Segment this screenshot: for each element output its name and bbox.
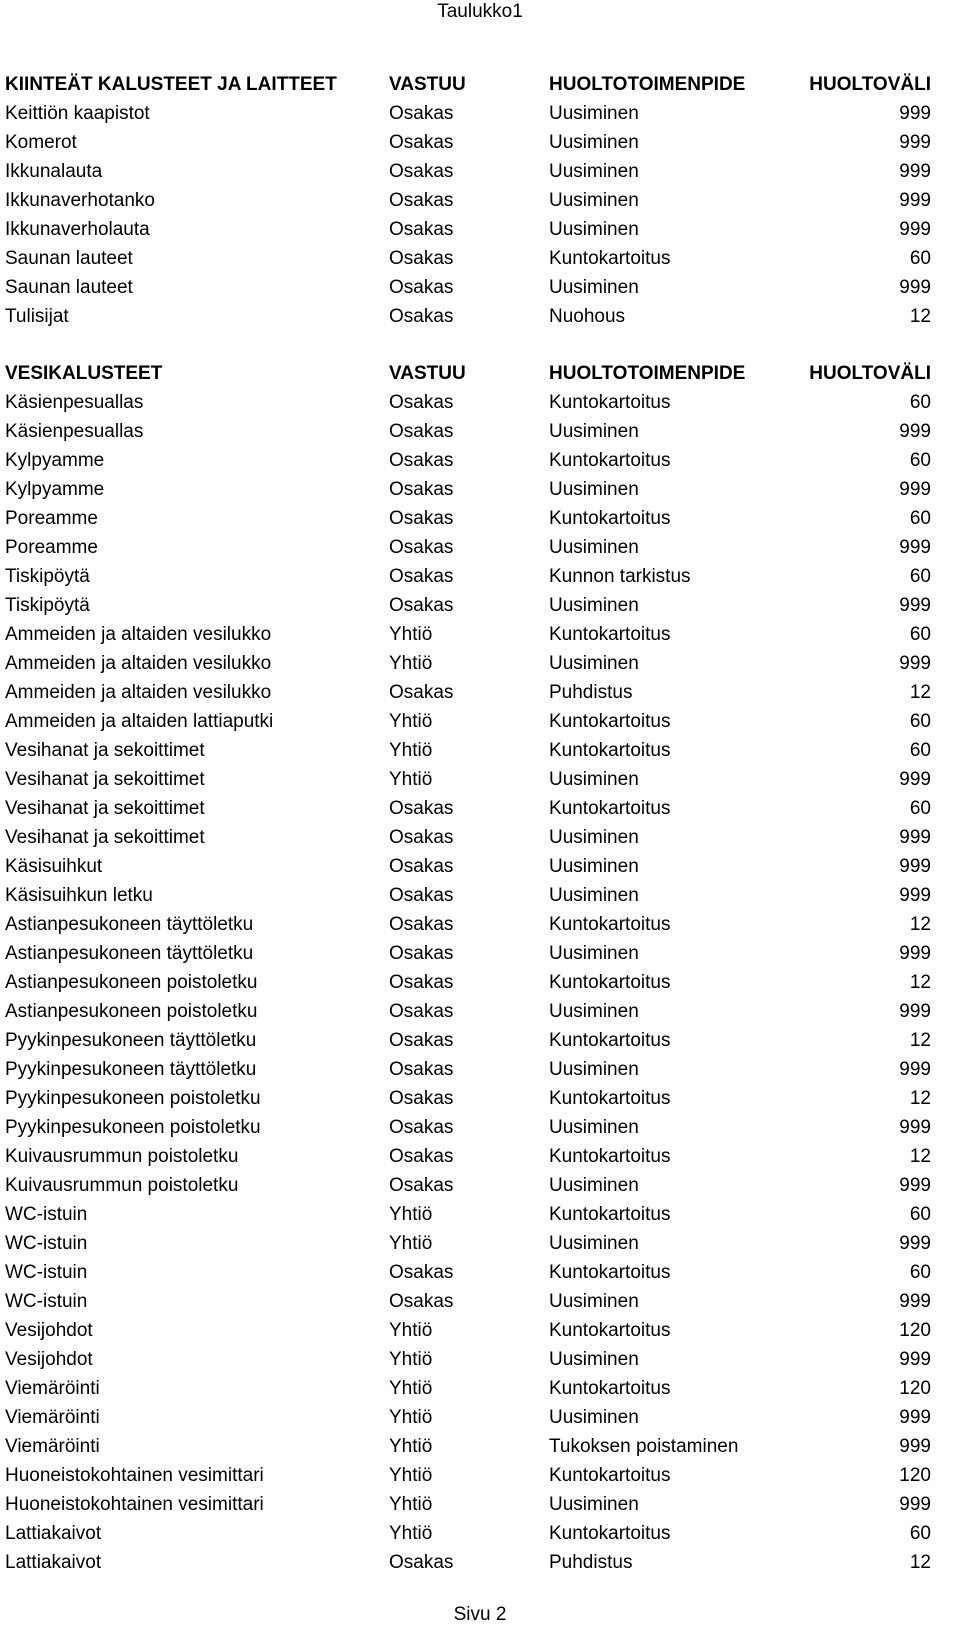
interval-cell: 999 — [899, 1001, 931, 1022]
item-cell: Vesijohdot — [5, 1349, 93, 1370]
interval-cell: 60 — [909, 508, 931, 529]
table-row — [5, 765, 931, 794]
table-row — [5, 1229, 931, 1258]
responsibility-cell: Yhtiö — [389, 1407, 433, 1428]
table-row — [5, 707, 931, 736]
responsibility-cell: Osakas — [389, 972, 454, 993]
action-cell: Uusiminen — [549, 1001, 639, 1022]
column-header: KIINTEÄT KALUSTEET JA LAITTEET — [5, 74, 337, 95]
item-cell: Kylpyamme — [5, 479, 105, 500]
item-cell: Kuivausrummun poistoletku — [5, 1146, 239, 1167]
table-row — [5, 823, 931, 852]
item-cell: Pyykinpesukoneen täyttöletku — [5, 1030, 257, 1051]
item-cell: Huoneistokohtainen vesimittari — [5, 1494, 264, 1515]
interval-cell: 12 — [909, 972, 931, 993]
responsibility-cell: Osakas — [389, 856, 454, 877]
interval-cell: 999 — [899, 277, 931, 298]
action-cell: Kuntokartoitus — [549, 392, 671, 413]
responsibility-cell: Yhtiö — [389, 769, 433, 790]
item-cell: Astianpesukoneen poistoletku — [5, 972, 258, 993]
section-spacer — [5, 331, 931, 359]
item-cell: Tiskipöytä — [5, 595, 90, 616]
table-row — [5, 649, 931, 678]
table-row — [5, 1461, 931, 1490]
item-cell: WC-istuin — [5, 1291, 88, 1312]
table-row — [5, 533, 931, 562]
interval-cell: 999 — [899, 161, 931, 182]
action-cell: Kuntokartoitus — [549, 914, 671, 935]
responsibility-cell: Osakas — [389, 450, 454, 471]
interval-cell: 60 — [909, 450, 931, 471]
item-cell: WC-istuin — [5, 1204, 88, 1225]
responsibility-cell: Osakas — [389, 1262, 454, 1283]
responsibility-cell: Yhtiö — [389, 1320, 433, 1341]
responsibility-cell: Yhtiö — [389, 1436, 433, 1457]
item-cell: Käsisuihkun letku — [5, 885, 153, 906]
interval-cell: 999 — [899, 1291, 931, 1312]
action-cell: Uusiminen — [549, 856, 639, 877]
interval-cell: 12 — [909, 682, 931, 703]
item-cell: Vesihanat ja sekoittimet — [5, 827, 205, 848]
item-cell: Astianpesukoneen täyttöletku — [5, 914, 254, 935]
interval-cell: 12 — [909, 1146, 931, 1167]
action-cell: Kuntokartoitus — [549, 248, 671, 269]
interval-cell: 60 — [909, 1204, 931, 1225]
responsibility-cell: Osakas — [389, 508, 454, 529]
item-cell: Astianpesukoneen täyttöletku — [5, 943, 254, 964]
item-cell: Vesihanat ja sekoittimet — [5, 769, 205, 790]
responsibility-cell: Osakas — [389, 1552, 454, 1573]
item-cell: Huoneistokohtainen vesimittari — [5, 1465, 264, 1486]
action-cell: Kuntokartoitus — [549, 508, 671, 529]
action-cell: Uusiminen — [549, 277, 639, 298]
item-cell: Käsienpesuallas — [5, 421, 144, 442]
item-cell: Pyykinpesukoneen täyttöletku — [5, 1059, 257, 1080]
action-cell: Tukoksen poistaminen — [549, 1436, 739, 1457]
responsibility-cell: Yhtiö — [389, 624, 433, 645]
action-cell: Kuntokartoitus — [549, 1378, 671, 1399]
interval-cell: 60 — [909, 1523, 931, 1544]
responsibility-cell: Yhtiö — [389, 740, 433, 761]
responsibility-cell: Yhtiö — [389, 1204, 433, 1225]
interval-cell: 12 — [909, 914, 931, 935]
action-cell: Kuntokartoitus — [549, 740, 671, 761]
table-row — [5, 1258, 931, 1287]
responsibility-cell: Yhtiö — [389, 1465, 433, 1486]
table-row — [5, 475, 931, 504]
table-row — [5, 1432, 931, 1461]
responsibility-cell: Osakas — [389, 943, 454, 964]
column-header: VASTUU — [389, 363, 466, 384]
action-cell: Uusiminen — [549, 103, 639, 124]
item-cell: Ikkunalauta — [5, 161, 103, 182]
table-row — [5, 1490, 931, 1519]
responsibility-cell: Osakas — [389, 682, 454, 703]
action-cell: Kuntokartoitus — [549, 624, 671, 645]
action-cell: Uusiminen — [549, 653, 639, 674]
action-cell: Uusiminen — [549, 885, 639, 906]
action-cell: Kuntokartoitus — [549, 1320, 671, 1341]
interval-cell: 999 — [899, 1059, 931, 1080]
table-row — [5, 215, 931, 244]
item-cell: Ammeiden ja altaiden vesilukko — [5, 682, 272, 703]
interval-cell: 999 — [899, 132, 931, 153]
interval-cell: 999 — [899, 1494, 931, 1515]
interval-cell: 12 — [909, 1088, 931, 1109]
interval-cell: 60 — [909, 248, 931, 269]
responsibility-cell: Yhtiö — [389, 1233, 433, 1254]
interval-cell: 12 — [909, 1552, 931, 1573]
responsibility-cell: Yhtiö — [389, 1349, 433, 1370]
item-cell: Ammeiden ja altaiden vesilukko — [5, 653, 272, 674]
interval-cell: 999 — [899, 1407, 931, 1428]
interval-cell: 60 — [909, 392, 931, 413]
table-row — [5, 1200, 931, 1229]
column-header: HUOLTOTOIMENPIDE — [549, 74, 746, 95]
responsibility-cell: Osakas — [389, 1088, 454, 1109]
action-cell: Kuntokartoitus — [549, 1088, 671, 1109]
interval-cell: 999 — [899, 103, 931, 124]
interval-cell: 60 — [909, 1262, 931, 1283]
item-cell: Viemäröinti — [5, 1378, 100, 1399]
interval-cell: 60 — [909, 624, 931, 645]
action-cell: Uusiminen — [549, 1175, 639, 1196]
responsibility-cell: Osakas — [389, 392, 454, 413]
item-cell: Ikkunaverholauta — [5, 219, 150, 240]
table-row — [5, 273, 931, 302]
interval-cell: 999 — [899, 595, 931, 616]
responsibility-cell: Yhtiö — [389, 711, 433, 732]
action-cell: Uusiminen — [549, 1349, 639, 1370]
responsibility-cell: Osakas — [389, 885, 454, 906]
table-row — [5, 157, 931, 186]
action-cell: Uusiminen — [549, 161, 639, 182]
table-row — [5, 1026, 931, 1055]
interval-cell: 999 — [899, 1233, 931, 1254]
column-header: HUOLTOTOIMENPIDE — [549, 363, 746, 384]
table-row — [5, 1287, 931, 1316]
item-cell: Käsisuihkut — [5, 856, 103, 877]
item-cell: Kuivausrummun poistoletku — [5, 1175, 239, 1196]
item-cell: Poreamme — [5, 508, 98, 529]
maintenance-table-body — [5, 70, 931, 1577]
interval-cell: 60 — [909, 566, 931, 587]
action-cell: Uusiminen — [549, 595, 639, 616]
table-row — [5, 678, 931, 707]
table-row — [5, 1113, 931, 1142]
action-cell: Uusiminen — [549, 132, 639, 153]
action-cell: Uusiminen — [549, 1494, 639, 1515]
table-row — [5, 186, 931, 215]
table-row — [5, 99, 931, 128]
item-cell: Käsienpesuallas — [5, 392, 144, 413]
interval-cell: 999 — [899, 1349, 931, 1370]
action-cell: Uusiminen — [549, 1291, 639, 1312]
action-cell: Puhdistus — [549, 1552, 633, 1573]
action-cell: Uusiminen — [549, 1117, 639, 1138]
item-cell: Lattiakaivot — [5, 1552, 102, 1573]
maintenance-table — [5, 70, 931, 1577]
interval-cell: 999 — [899, 769, 931, 790]
table-row — [5, 591, 931, 620]
item-cell: Vesijohdot — [5, 1320, 93, 1341]
responsibility-cell: Osakas — [389, 914, 454, 935]
sheet-title: Taulukko1 — [437, 1, 523, 22]
action-cell: Uusiminen — [549, 421, 639, 442]
item-cell: Vesihanat ja sekoittimet — [5, 740, 205, 761]
table-row — [5, 1403, 931, 1432]
interval-cell: 60 — [909, 740, 931, 761]
responsibility-cell: Osakas — [389, 1291, 454, 1312]
item-cell: Poreamme — [5, 537, 98, 558]
table-row — [5, 968, 931, 997]
table-row — [5, 302, 931, 331]
item-cell: Viemäröinti — [5, 1407, 100, 1428]
section-header-row — [5, 359, 931, 388]
item-cell: Ammeiden ja altaiden lattiaputki — [5, 711, 274, 732]
interval-cell: 999 — [899, 190, 931, 211]
responsibility-cell: Yhtiö — [389, 1494, 433, 1515]
section-header-row — [5, 70, 931, 99]
action-cell: Kuntokartoitus — [549, 972, 671, 993]
item-cell: Astianpesukoneen poistoletku — [5, 1001, 258, 1022]
action-cell: Kuntokartoitus — [549, 711, 671, 732]
responsibility-cell: Osakas — [389, 219, 454, 240]
action-cell: Kuntokartoitus — [549, 450, 671, 471]
interval-cell: 12 — [909, 306, 931, 327]
action-cell: Kunnon tarkistus — [549, 566, 691, 587]
item-cell: Pyykinpesukoneen poistoletku — [5, 1088, 261, 1109]
item-cell: Komerot — [5, 132, 77, 153]
item-cell: Tulisijat — [5, 306, 69, 327]
item-cell: Kylpyamme — [5, 450, 105, 471]
responsibility-cell: Osakas — [389, 1059, 454, 1080]
interval-cell: 999 — [899, 856, 931, 877]
action-cell: Uusiminen — [549, 943, 639, 964]
action-cell: Uusiminen — [549, 219, 639, 240]
responsibility-cell: Osakas — [389, 1175, 454, 1196]
interval-cell: 999 — [899, 219, 931, 240]
table-row — [5, 1142, 931, 1171]
interval-cell: 999 — [899, 653, 931, 674]
responsibility-cell: Osakas — [389, 306, 454, 327]
interval-cell: 999 — [899, 537, 931, 558]
action-cell: Uusiminen — [549, 1233, 639, 1254]
interval-cell: 999 — [899, 885, 931, 906]
table-row — [5, 939, 931, 968]
interval-cell: 120 — [899, 1378, 931, 1399]
action-cell: Uusiminen — [549, 537, 639, 558]
responsibility-cell: Osakas — [389, 103, 454, 124]
item-cell: Viemäröinti — [5, 1436, 100, 1457]
action-cell: Kuntokartoitus — [549, 1523, 671, 1544]
table-row — [5, 417, 931, 446]
table-row — [5, 881, 931, 910]
item-cell: Lattiakaivot — [5, 1523, 102, 1544]
responsibility-cell: Osakas — [389, 190, 454, 211]
table-row — [5, 1171, 931, 1200]
responsibility-cell: Osakas — [389, 566, 454, 587]
spacer-cell — [5, 331, 931, 359]
item-cell: Ikkunaverhotanko — [5, 190, 155, 211]
responsibility-cell: Yhtiö — [389, 653, 433, 674]
column-header: HUOLTOVÄLI — [809, 363, 931, 384]
interval-cell: 60 — [909, 798, 931, 819]
table-row — [5, 1055, 931, 1084]
action-cell: Kuntokartoitus — [549, 798, 671, 819]
table-row — [5, 1519, 931, 1548]
table-row — [5, 244, 931, 273]
interval-cell: 12 — [909, 1030, 931, 1051]
action-cell: Kuntokartoitus — [549, 1204, 671, 1225]
action-cell: Uusiminen — [549, 769, 639, 790]
interval-cell: 999 — [899, 421, 931, 442]
interval-cell: 999 — [899, 1175, 931, 1196]
item-cell: Saunan lauteet — [5, 277, 133, 298]
table-row — [5, 1345, 931, 1374]
responsibility-cell: Osakas — [389, 1146, 454, 1167]
action-cell: Uusiminen — [549, 1059, 639, 1080]
action-cell: Kuntokartoitus — [549, 1262, 671, 1283]
interval-cell: 999 — [899, 1436, 931, 1457]
table-row — [5, 794, 931, 823]
item-cell: Ammeiden ja altaiden vesilukko — [5, 624, 272, 645]
table-row — [5, 1548, 931, 1577]
responsibility-cell: Osakas — [389, 248, 454, 269]
responsibility-cell: Osakas — [389, 827, 454, 848]
responsibility-cell: Osakas — [389, 537, 454, 558]
table-row — [5, 1084, 931, 1113]
action-cell: Nuohous — [549, 306, 626, 327]
action-cell: Uusiminen — [549, 479, 639, 500]
item-cell: Pyykinpesukoneen poistoletku — [5, 1117, 261, 1138]
responsibility-cell: Osakas — [389, 1030, 454, 1051]
item-cell: Saunan lauteet — [5, 248, 133, 269]
item-cell: Keittiön kaapistot — [5, 103, 150, 124]
action-cell: Puhdistus — [549, 682, 633, 703]
table-row — [5, 736, 931, 765]
interval-cell: 999 — [899, 479, 931, 500]
action-cell: Kuntokartoitus — [549, 1146, 671, 1167]
action-cell: Kuntokartoitus — [549, 1030, 671, 1051]
responsibility-cell: Osakas — [389, 479, 454, 500]
table-row — [5, 997, 931, 1026]
table-row — [5, 1374, 931, 1403]
page-number: Sivu 2 — [453, 1604, 507, 1625]
interval-cell: 999 — [899, 827, 931, 848]
responsibility-cell: Yhtiö — [389, 1378, 433, 1399]
responsibility-cell: Osakas — [389, 1117, 454, 1138]
action-cell: Uusiminen — [549, 190, 639, 211]
table-row — [5, 504, 931, 533]
action-cell: Uusiminen — [549, 827, 639, 848]
action-cell: Uusiminen — [549, 1407, 639, 1428]
table-row — [5, 1316, 931, 1345]
item-cell: WC-istuin — [5, 1262, 88, 1283]
interval-cell: 120 — [899, 1465, 931, 1486]
item-cell: WC-istuin — [5, 1233, 88, 1254]
table-row — [5, 562, 931, 591]
interval-cell: 120 — [899, 1320, 931, 1341]
column-header: VASTUU — [389, 74, 466, 95]
responsibility-cell: Osakas — [389, 161, 454, 182]
responsibility-cell: Osakas — [389, 1001, 454, 1022]
table-row — [5, 446, 931, 475]
table-row — [5, 620, 931, 649]
table-row — [5, 852, 931, 881]
responsibility-cell: Osakas — [389, 798, 454, 819]
item-cell: Vesihanat ja sekoittimet — [5, 798, 205, 819]
interval-cell: 999 — [899, 1117, 931, 1138]
table-row — [5, 388, 931, 417]
item-cell: Tiskipöytä — [5, 566, 90, 587]
responsibility-cell: Osakas — [389, 421, 454, 442]
action-cell: Kuntokartoitus — [549, 1465, 671, 1486]
responsibility-cell: Yhtiö — [389, 1523, 433, 1544]
table-row — [5, 910, 931, 939]
responsibility-cell: Osakas — [389, 277, 454, 298]
interval-cell: 999 — [899, 943, 931, 964]
responsibility-cell: Osakas — [389, 595, 454, 616]
column-header: HUOLTOVÄLI — [809, 74, 931, 95]
table-row — [5, 128, 931, 157]
interval-cell: 60 — [909, 711, 931, 732]
responsibility-cell: Osakas — [389, 132, 454, 153]
column-header: VESIKALUSTEET — [5, 363, 163, 384]
